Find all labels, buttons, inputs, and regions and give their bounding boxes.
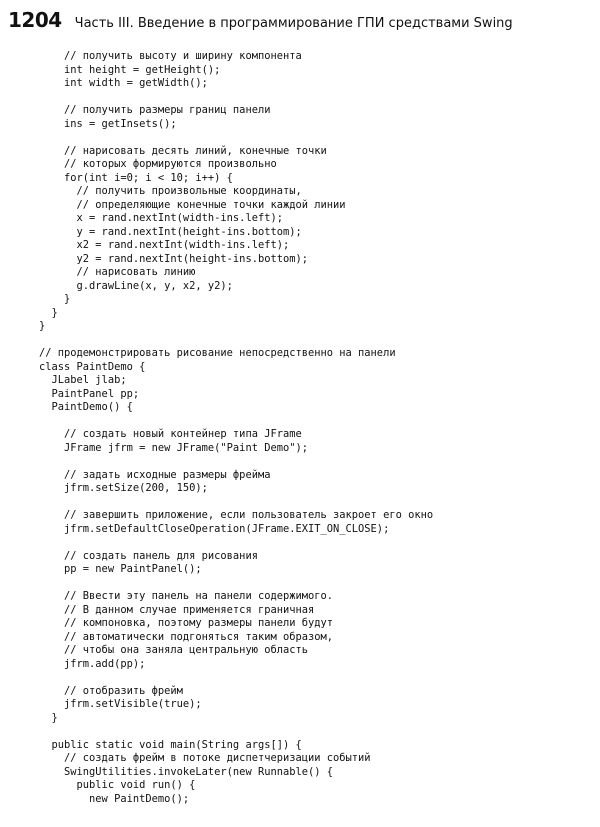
code-line: // завершить приложение, если пользователь закроет его окно <box>39 509 434 521</box>
code-line <box>39 536 433 550</box>
code-line: pp = new PaintPanel(); <box>39 563 202 575</box>
code-line: ins = getInsets(); <box>39 117 177 130</box>
code-listing <box>39 50 433 806</box>
code-line <box>39 334 433 348</box>
code-line: // получить размеры границ панели <box>39 104 271 116</box>
code-line: class PaintDemo { <box>39 360 146 373</box>
code-line <box>39 496 433 510</box>
running-title: Часть III. Введение в программирование ГПИ средствами Swing <box>74 16 513 31</box>
code-line: // получить произвольные координаты, <box>39 185 302 197</box>
code-line: PaintDemo() { <box>39 401 133 413</box>
code-line <box>39 415 433 429</box>
code-line: // Ввести эту панель на панели содержимого. <box>39 590 334 602</box>
code-line: // В данном случае применяется граничная <box>39 603 315 616</box>
code-line: // определяющие конечные точки каждой линии <box>39 198 346 211</box>
code-line: y = rand.nextInt(height-ins.bottom); <box>39 225 302 238</box>
code-line: // компоновка, поэтому размеры панели будут <box>39 617 334 629</box>
code-line: // чтобы она заняла центральную область <box>39 644 308 656</box>
code-line <box>39 91 433 105</box>
code-line <box>39 725 433 739</box>
code-line: PaintPanel pp; <box>39 387 140 400</box>
code-line: } <box>39 306 58 319</box>
code-line: new PaintDemo(); <box>39 792 190 805</box>
code-line: // создать панель для рисования <box>39 549 258 562</box>
code-line: // задать исходные размеры фрейма <box>39 468 271 481</box>
code-line: SwingUtilities.invokeLater(new Runnable() { <box>39 765 334 778</box>
code-line: // продемонстрировать рисование непосредственно на панели <box>39 347 396 359</box>
code-line: JFrame jfrm = new JFrame("Paint Demo"); <box>39 441 308 454</box>
code-line: // которых формируются произвольно <box>39 158 277 170</box>
code-line: int height = getHeight(); <box>39 63 221 76</box>
code-line: jfrm.setDefaultCloseOperation(JFrame.EXIT_ON_CLOSE); <box>39 522 390 535</box>
page-header <box>8 8 513 38</box>
code-line: public static void main(String args[]) { <box>39 738 302 751</box>
code-line: } <box>39 293 71 305</box>
code-line: jfrm.setSize(200, 150); <box>39 482 208 494</box>
code-line: // нарисовать линию <box>39 266 196 278</box>
code-line: for(int i=0; i < 10; i++) { <box>39 171 233 184</box>
code-line <box>39 131 433 145</box>
code-line: // нарисовать десять линий, конечные точки <box>39 144 327 157</box>
code-line: y2 = rand.nextInt(height-ins.bottom); <box>39 252 308 265</box>
code-line: jfrm.add(pp); <box>39 657 146 670</box>
code-line: // создать фрейм в потоке диспетчеризации событий <box>39 752 371 764</box>
code-line: JLabel jlab; <box>39 374 127 386</box>
code-line: public void run() { <box>39 779 196 791</box>
code-line: int width = getWidth(); <box>39 77 208 89</box>
code-line: // автоматически подгоняться таким образом, <box>39 630 334 643</box>
code-line: // создать новый контейнер типа JFrame <box>39 428 302 440</box>
code-line: x2 = rand.nextInt(width-ins.left); <box>39 239 290 251</box>
code-line <box>39 671 433 685</box>
code-line <box>39 455 433 469</box>
code-line: } <box>39 320 46 332</box>
code-line: jfrm.setVisible(true); <box>39 698 202 710</box>
code-line: x = rand.nextInt(width-ins.left); <box>39 212 283 224</box>
code-line: // отобразить фрейм <box>39 684 183 697</box>
code-line: } <box>39 711 58 724</box>
page-number: 1204 <box>8 8 62 32</box>
code-line: g.drawLine(x, y, x2, y2); <box>39 279 233 292</box>
code-line: // получить высоту и ширину компонента <box>39 50 302 62</box>
code-line <box>39 577 433 591</box>
